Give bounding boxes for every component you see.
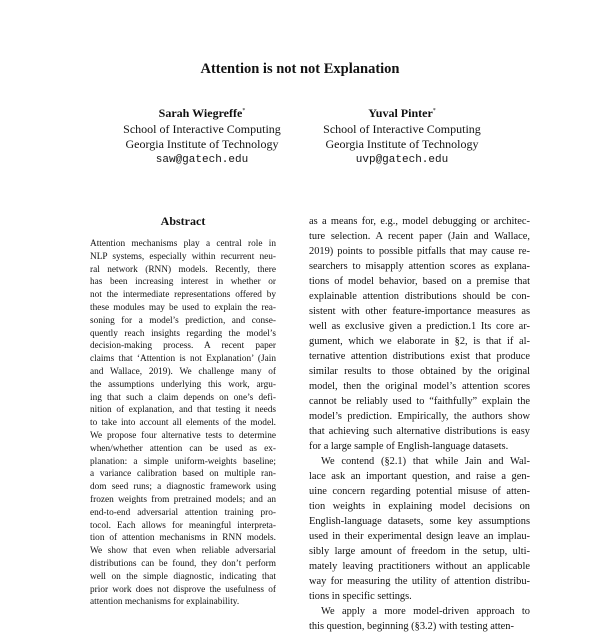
text-line: 2019) points to possible pitfalls that may cause re- [309,246,530,257]
text-line: when/whether attention can be used as ex- [90,443,276,454]
abstract-heading: Abstract [160,214,206,228]
text-line: ture selection. A recent paper (Jain and Wallace, [309,231,530,242]
text-line: way for measuring the utility of attention distribu- [309,576,530,587]
text-line: Attention mechanisms play a central role in [90,239,276,249]
text-line: well on the simple diagnostic, indicating that [90,571,276,582]
author-name: Sarah Wiegreffe* [158,106,246,120]
author-affiliation: School of Interactive Computing [123,121,281,136]
text-line: uine concern regarding potential misuse of atten- [309,486,530,497]
author-block-1 [92,104,312,168]
text-line: ternative attention distributions exist that produce [309,351,530,362]
text-line: and Wallace, 2019). We challenge many of [90,366,276,377]
text-line: planation: a simple uniform-weights baseline; [90,456,276,467]
text-line: searchers to misapply attention scores as explana- [309,261,530,272]
text-line: explainable attention distributions should be con- [309,291,530,302]
text-line: this question, beginning (§3.2) with testing atten- [309,621,514,632]
text-line: mately leaving practitioners without an applicable [309,561,530,572]
author-name: Yuval Pinter* [368,106,436,120]
text-line: tions of model behavior, based on a premise that [309,276,530,287]
text-line: the assumptions underlying this work, argu- [90,379,276,390]
text-line: as a means for, e.g., model debugging or architec- [309,216,530,227]
text-line: distributions can be found, they don’t perform [90,558,276,569]
text-line: English-language datasets, some key assumptions [309,516,530,527]
intro-body-text [309,214,530,634]
abstract-text [90,238,276,609]
text-line: model’s prediction. Empirically, the authors show [309,411,530,422]
text-line: tion of attention mechanisms in RNN models. [90,533,276,544]
text-line: end-to-end adversarial attention training pro- [90,507,276,518]
text-line: We show that even when reliable adversarial [90,546,276,557]
text-line: We apply a more model-driven approach to [321,606,530,617]
text-line: model, then the original model’s attention scores [309,381,530,392]
text-line: gument, which we elaborate in §2, is that if al- [309,336,530,347]
author-email[interactable]: saw@gatech.edu [155,153,249,166]
text-line: We propose four alternative tests to determine [90,430,276,441]
text-line: quently reach insights regarding the model’s [90,328,276,339]
text-line: these modules may be used to explain the rea- [90,302,276,313]
text-line: has been increasing interest in whether or [90,277,276,288]
text-line: tocol. Each allows for meaningful interpreta- [90,520,276,531]
text-line: prior work does not disprove the usefulness of [90,584,276,595]
author-email[interactable]: uvp@gatech.edu [355,153,449,166]
text-line: ing that such a claim depends on one’s defi- [90,392,276,403]
text-line: that achieving such alternative distributions is easy [309,426,530,437]
text-line: lace ask an important question, and raise a gen- [309,471,530,482]
author-institution: Georgia Institute of Technology [125,137,279,151]
text-line: tion weights in explaining model decisions on [309,501,530,512]
text-line: claims that ‘Attention is not Explanation’ (Jain [90,354,276,365]
text-line: decision-making process. A recent paper [90,341,276,352]
text-line: tions in specific settings. [309,591,412,602]
text-line: NLP systems, especially within recurrent neu- [90,251,276,262]
text-line: attention mechanisms for explainability. [90,597,240,608]
author-institution: Georgia Institute of Technology [325,137,479,151]
text-line: frozen weights from pretrained models; and an [90,494,276,505]
text-line: soning for a model’s prediction, and conse- [90,315,276,326]
text-line: sibly large amount of freedom in the setup, ulti- [309,546,530,557]
text-line: nition of explanation, and that testing it needs [90,405,276,416]
text-line: similar results to those obtained by the original [309,366,530,377]
text-line: ral network (RNN) models. Recently, there [90,264,276,275]
text-line: not the intermediate representations offered by [90,290,276,301]
text-line: cannot be reliably used to “faithfully” explain the [309,396,530,407]
text-line: We contend (§2.1) that while Jain and Wal- [321,456,530,467]
text-line: dom seed runs; a diagnostic framework using [90,482,276,493]
text-line: to take into account all elements of the model. [90,418,276,429]
author-affiliation: School of Interactive Computing [323,121,481,136]
text-line: well as exclusive given a prediction.1 Its core ar- [309,321,530,332]
text-line: sistent with other feature-importance measures as [309,306,530,317]
text-line: a variance calibration based on multiple ran- [90,469,276,480]
text-line: for a large sample of English-language datasets. [309,441,509,452]
paper-title: Attention is not not Explanation [200,61,400,77]
author-block-2 [292,104,512,168]
text-line: used in their experimental design leave an implau- [309,531,530,542]
